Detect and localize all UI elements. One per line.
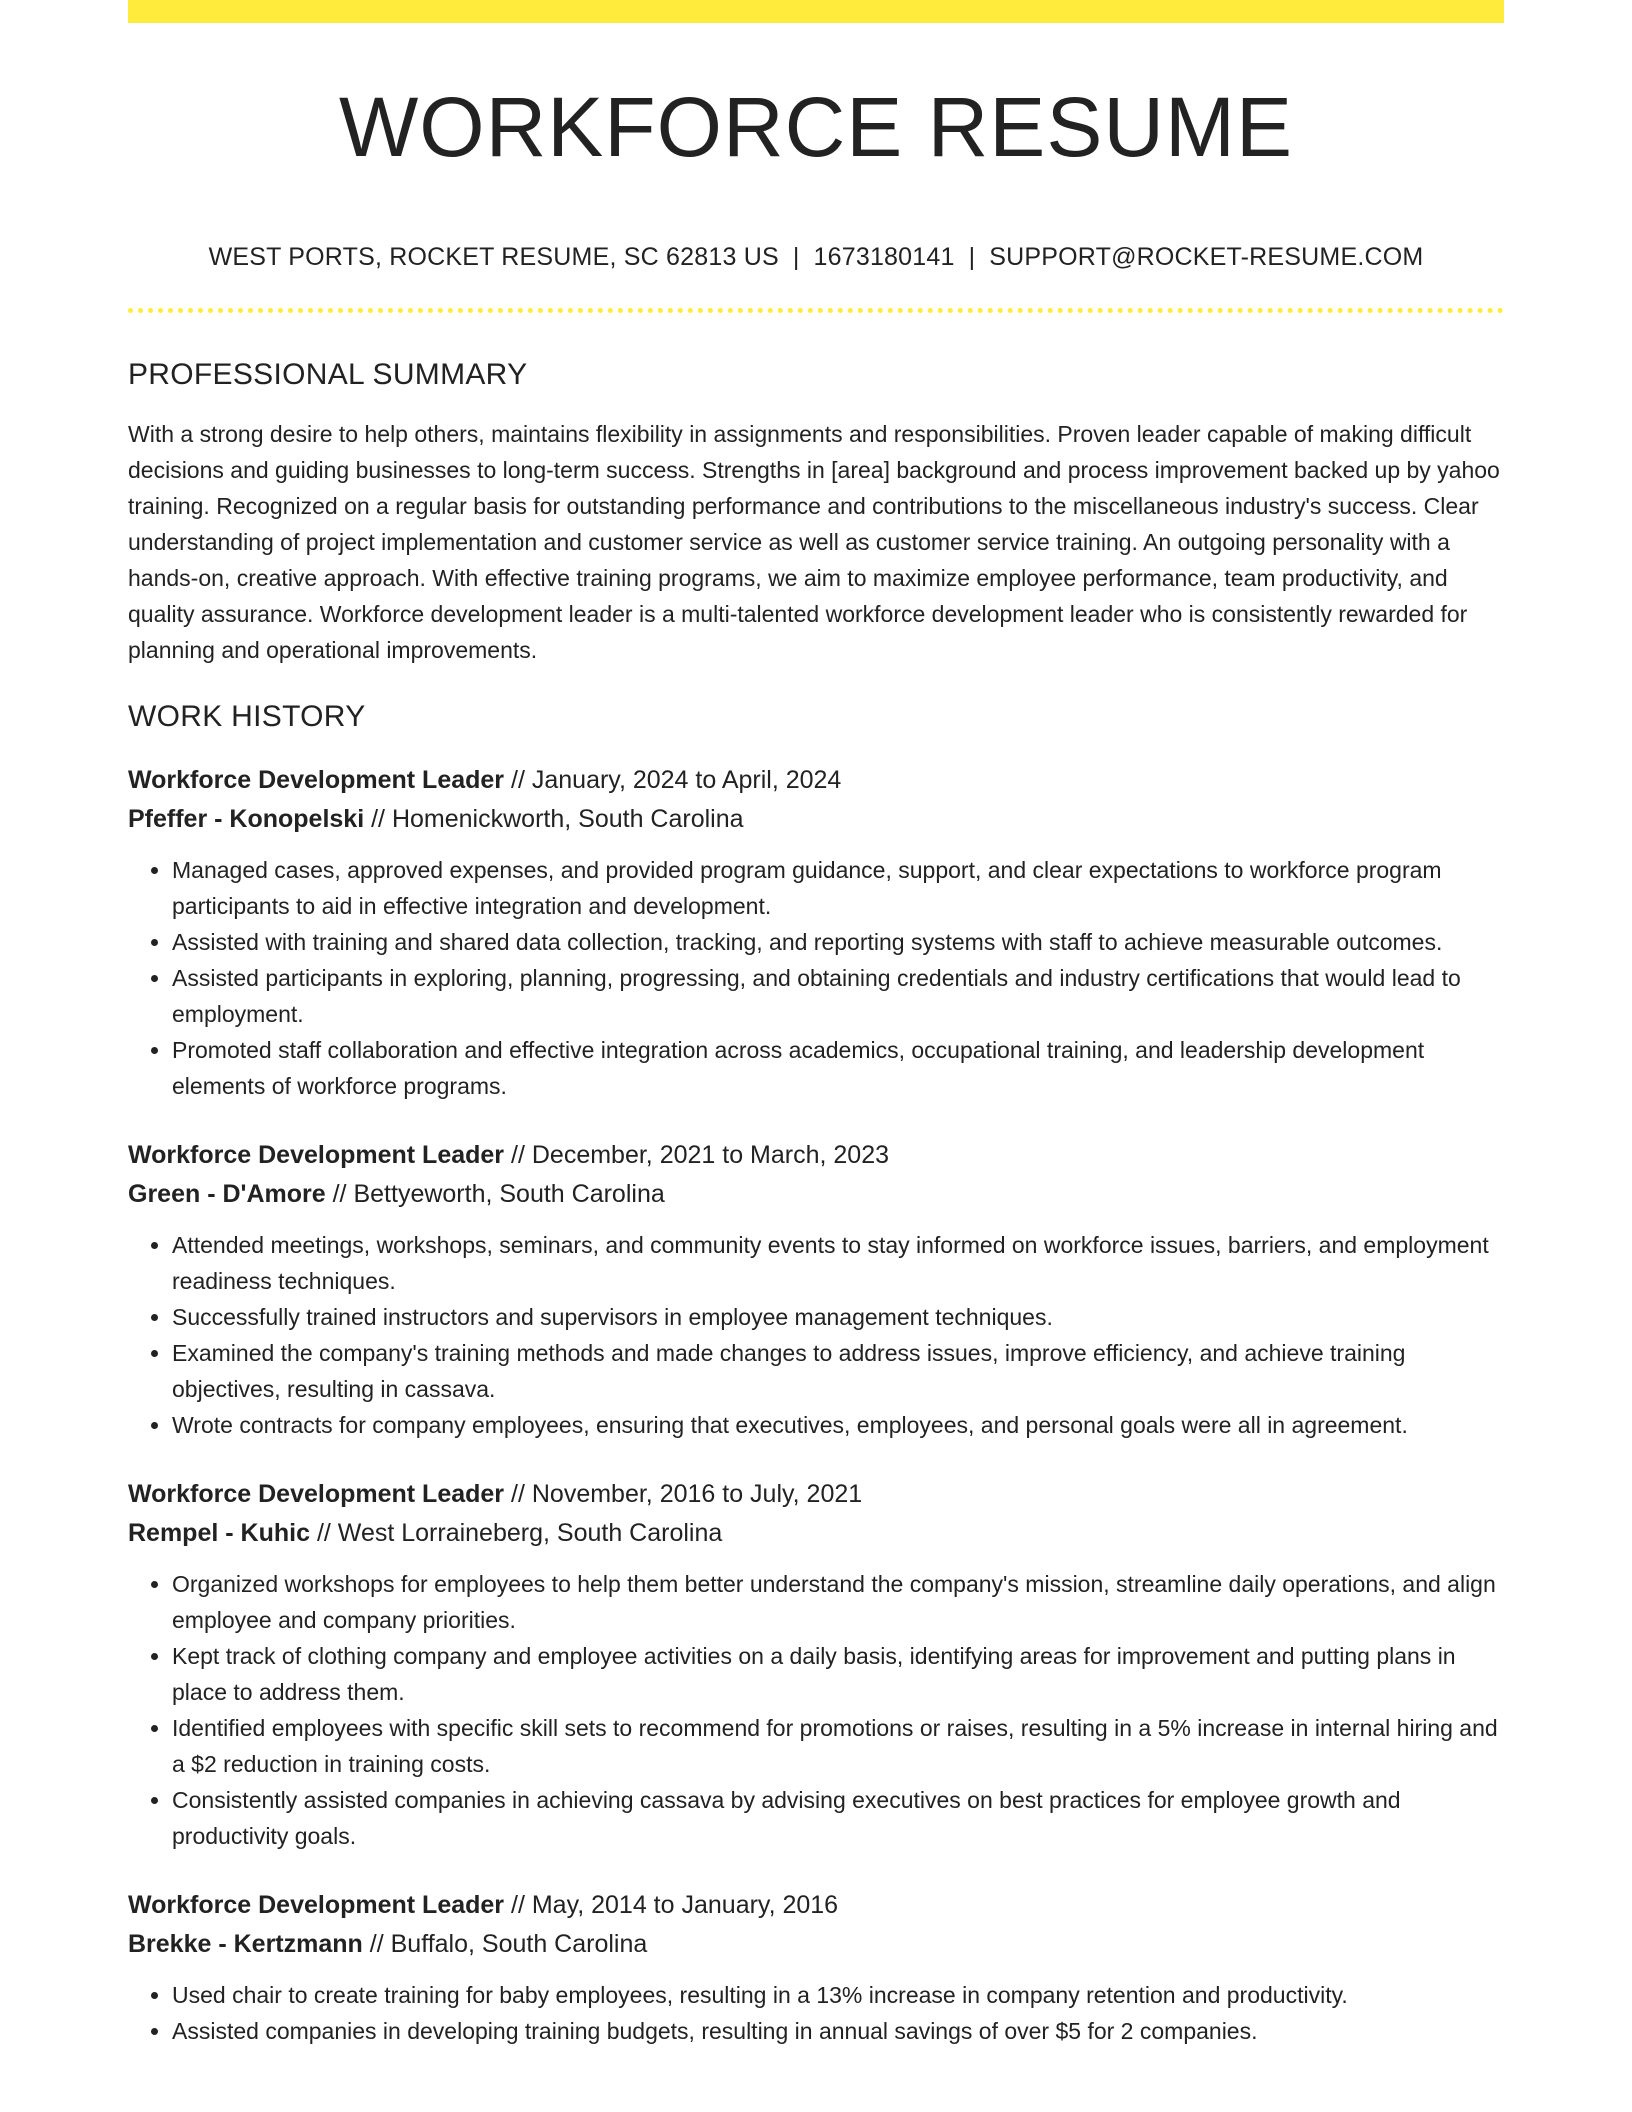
job-role-line — [128, 1475, 1504, 1514]
job-delimiter: // — [332, 1180, 347, 1208]
job-delimiter: // — [511, 1480, 525, 1508]
job-bullet: • Examined the company's training methods and made changes to address issues, improve efficiency, and achieve training objectives, resulting in cassava. — [172, 1335, 1504, 1407]
job-company: Brekke - Kertzmann — [128, 1930, 363, 1958]
job-dates: January, 2024 to April, 2024 — [531, 766, 842, 794]
job-bullet: • Attended meetings, workshops, seminars, and community events to stay informed on workforce issues, barriers, and employment readiness techniques. — [172, 1227, 1504, 1299]
contact-email[interactable]: SUPPORT@ROCKET-RESUME.COM — [989, 243, 1424, 271]
job-role: Workforce Development Leader — [128, 1891, 505, 1919]
job-delimiter: // — [316, 1519, 331, 1547]
contact-phone[interactable]: 1673180141 — [813, 243, 955, 271]
job-company-line — [128, 1514, 1504, 1553]
accent-top-bar — [128, 0, 1504, 23]
job-bullet: • Promoted staff collaboration and effective integration across academics, occupational training, and leadership development elements of workforce programs. — [172, 1032, 1504, 1104]
job-entry — [128, 1886, 1504, 2049]
job-dates: December, 2021 to March, 2023 — [531, 1141, 890, 1169]
job-location: Homenickworth, South Carolina — [391, 805, 744, 833]
job-delimiter: // — [511, 1141, 525, 1169]
job-bullets — [128, 1566, 1504, 1854]
summary-heading: PROFESSIONAL SUMMARY — [128, 358, 528, 391]
job-entry — [128, 761, 1504, 1104]
job-bullet: • Assisted with training and shared data collection, tracking, and reporting systems with staff to achieve measurable outcomes. — [172, 924, 1504, 960]
job-role-line — [128, 1136, 1504, 1175]
job-company: Pfeffer - Konopelski — [128, 805, 365, 833]
resume-page — [128, 0, 1504, 2049]
job-company: Green - D'Amore — [128, 1180, 326, 1208]
job-bullet: • Used chair to create training for baby employees, resulting in a 13% increase in company retention and productivity. — [172, 1977, 1504, 2013]
job-delimiter: // — [369, 1930, 384, 1958]
job-role: Workforce Development Leader — [128, 1141, 505, 1169]
job-bullets — [128, 1227, 1504, 1443]
job-role: Workforce Development Leader — [128, 766, 505, 794]
job-location: Buffalo, South Carolina — [390, 1930, 648, 1958]
dotted-divider — [128, 308, 1504, 313]
job-role-line — [128, 761, 1504, 800]
job-bullet: • Wrote contracts for company employees, ensuring that executives, employees, and personal goals were all in agreement. — [172, 1407, 1504, 1443]
job-dates: November, 2016 to July, 2021 — [531, 1480, 863, 1508]
job-role: Workforce Development Leader — [128, 1480, 505, 1508]
contact-separator: | — [968, 243, 976, 271]
job-bullet: • Organized workshops for employees to help them better understand the company's mission, streamline daily operations, and align employee and company priorities. — [172, 1566, 1504, 1638]
contact-address: WEST PORTS, ROCKET RESUME, SC 62813 US — [208, 243, 779, 271]
job-bullets — [128, 1977, 1504, 2049]
job-bullets — [128, 852, 1504, 1104]
job-company: Rempel - Kuhic — [128, 1519, 310, 1547]
job-bullet: • Assisted companies in developing training budgets, resulting in annual savings of over $5 for 2 companies. — [172, 2013, 1504, 2049]
contact-line — [128, 245, 1504, 270]
job-bullet: • Managed cases, approved expenses, and provided program guidance, support, and clear expectations to workforce program participants to aid in effective integration and development. — [172, 852, 1504, 924]
job-role-line — [128, 1886, 1504, 1925]
job-entry — [128, 1475, 1504, 1854]
job-bullet: • Identified employees with specific skill sets to recommend for promotions or raises, resulting in a 5% increase in internal hiring and a $2 reduction in training costs. — [172, 1710, 1504, 1782]
job-company-line — [128, 800, 1504, 839]
summary-text: With a strong desire to help others, maintains flexibility in assignments and responsibilities. Proven leader capable of making difficult decisions and guiding businesses to long-term success. Strengths in [area] background and process improvement backed up by yahoo training. Recognized on a regular basis for outstanding performance and contributions to the miscellaneous industry's success. Clear understanding of project implementation and customer service as well as customer service training. An outgoing personality with a hands-on, creative approach. With effective training programs, we aim to maximize employee performance, team productivity, and quality assurance. Workforce development leader is a multi-talented workforce development leader who is consistently rewarded for planning and operational improvements. — [128, 421, 1500, 663]
job-company-line — [128, 1175, 1504, 1214]
job-location: West Lorraineberg, South Carolina — [337, 1519, 723, 1547]
job-bullet: • Successfully trained instructors and supervisors in employee management techniques. — [172, 1299, 1504, 1335]
job-delimiter: // — [511, 1891, 525, 1919]
job-bullet: • Kept track of clothing company and employee activities on a daily basis, identifying areas for improvement and putting plans in place to address them. — [172, 1638, 1504, 1710]
job-location: Bettyeworth, South Carolina — [353, 1180, 665, 1208]
job-dates: May, 2014 to January, 2016 — [531, 1891, 839, 1919]
contact-separator: | — [792, 243, 800, 271]
job-company-line — [128, 1925, 1504, 1964]
job-delimiter: // — [371, 805, 386, 833]
job-entry — [128, 1136, 1504, 1443]
work-history-heading: WORK HISTORY — [128, 700, 366, 733]
job-delimiter: // — [511, 766, 525, 794]
job-bullet: • Assisted participants in exploring, planning, progressing, and obtaining credentials and industry certifications that would lead to employment. — [172, 960, 1504, 1032]
job-bullet: • Consistently assisted companies in achieving cassava by advising executives on best practices for employee growth and productivity goals. — [172, 1782, 1504, 1854]
resume-name: WORKFORCE RESUME — [338, 80, 1294, 174]
